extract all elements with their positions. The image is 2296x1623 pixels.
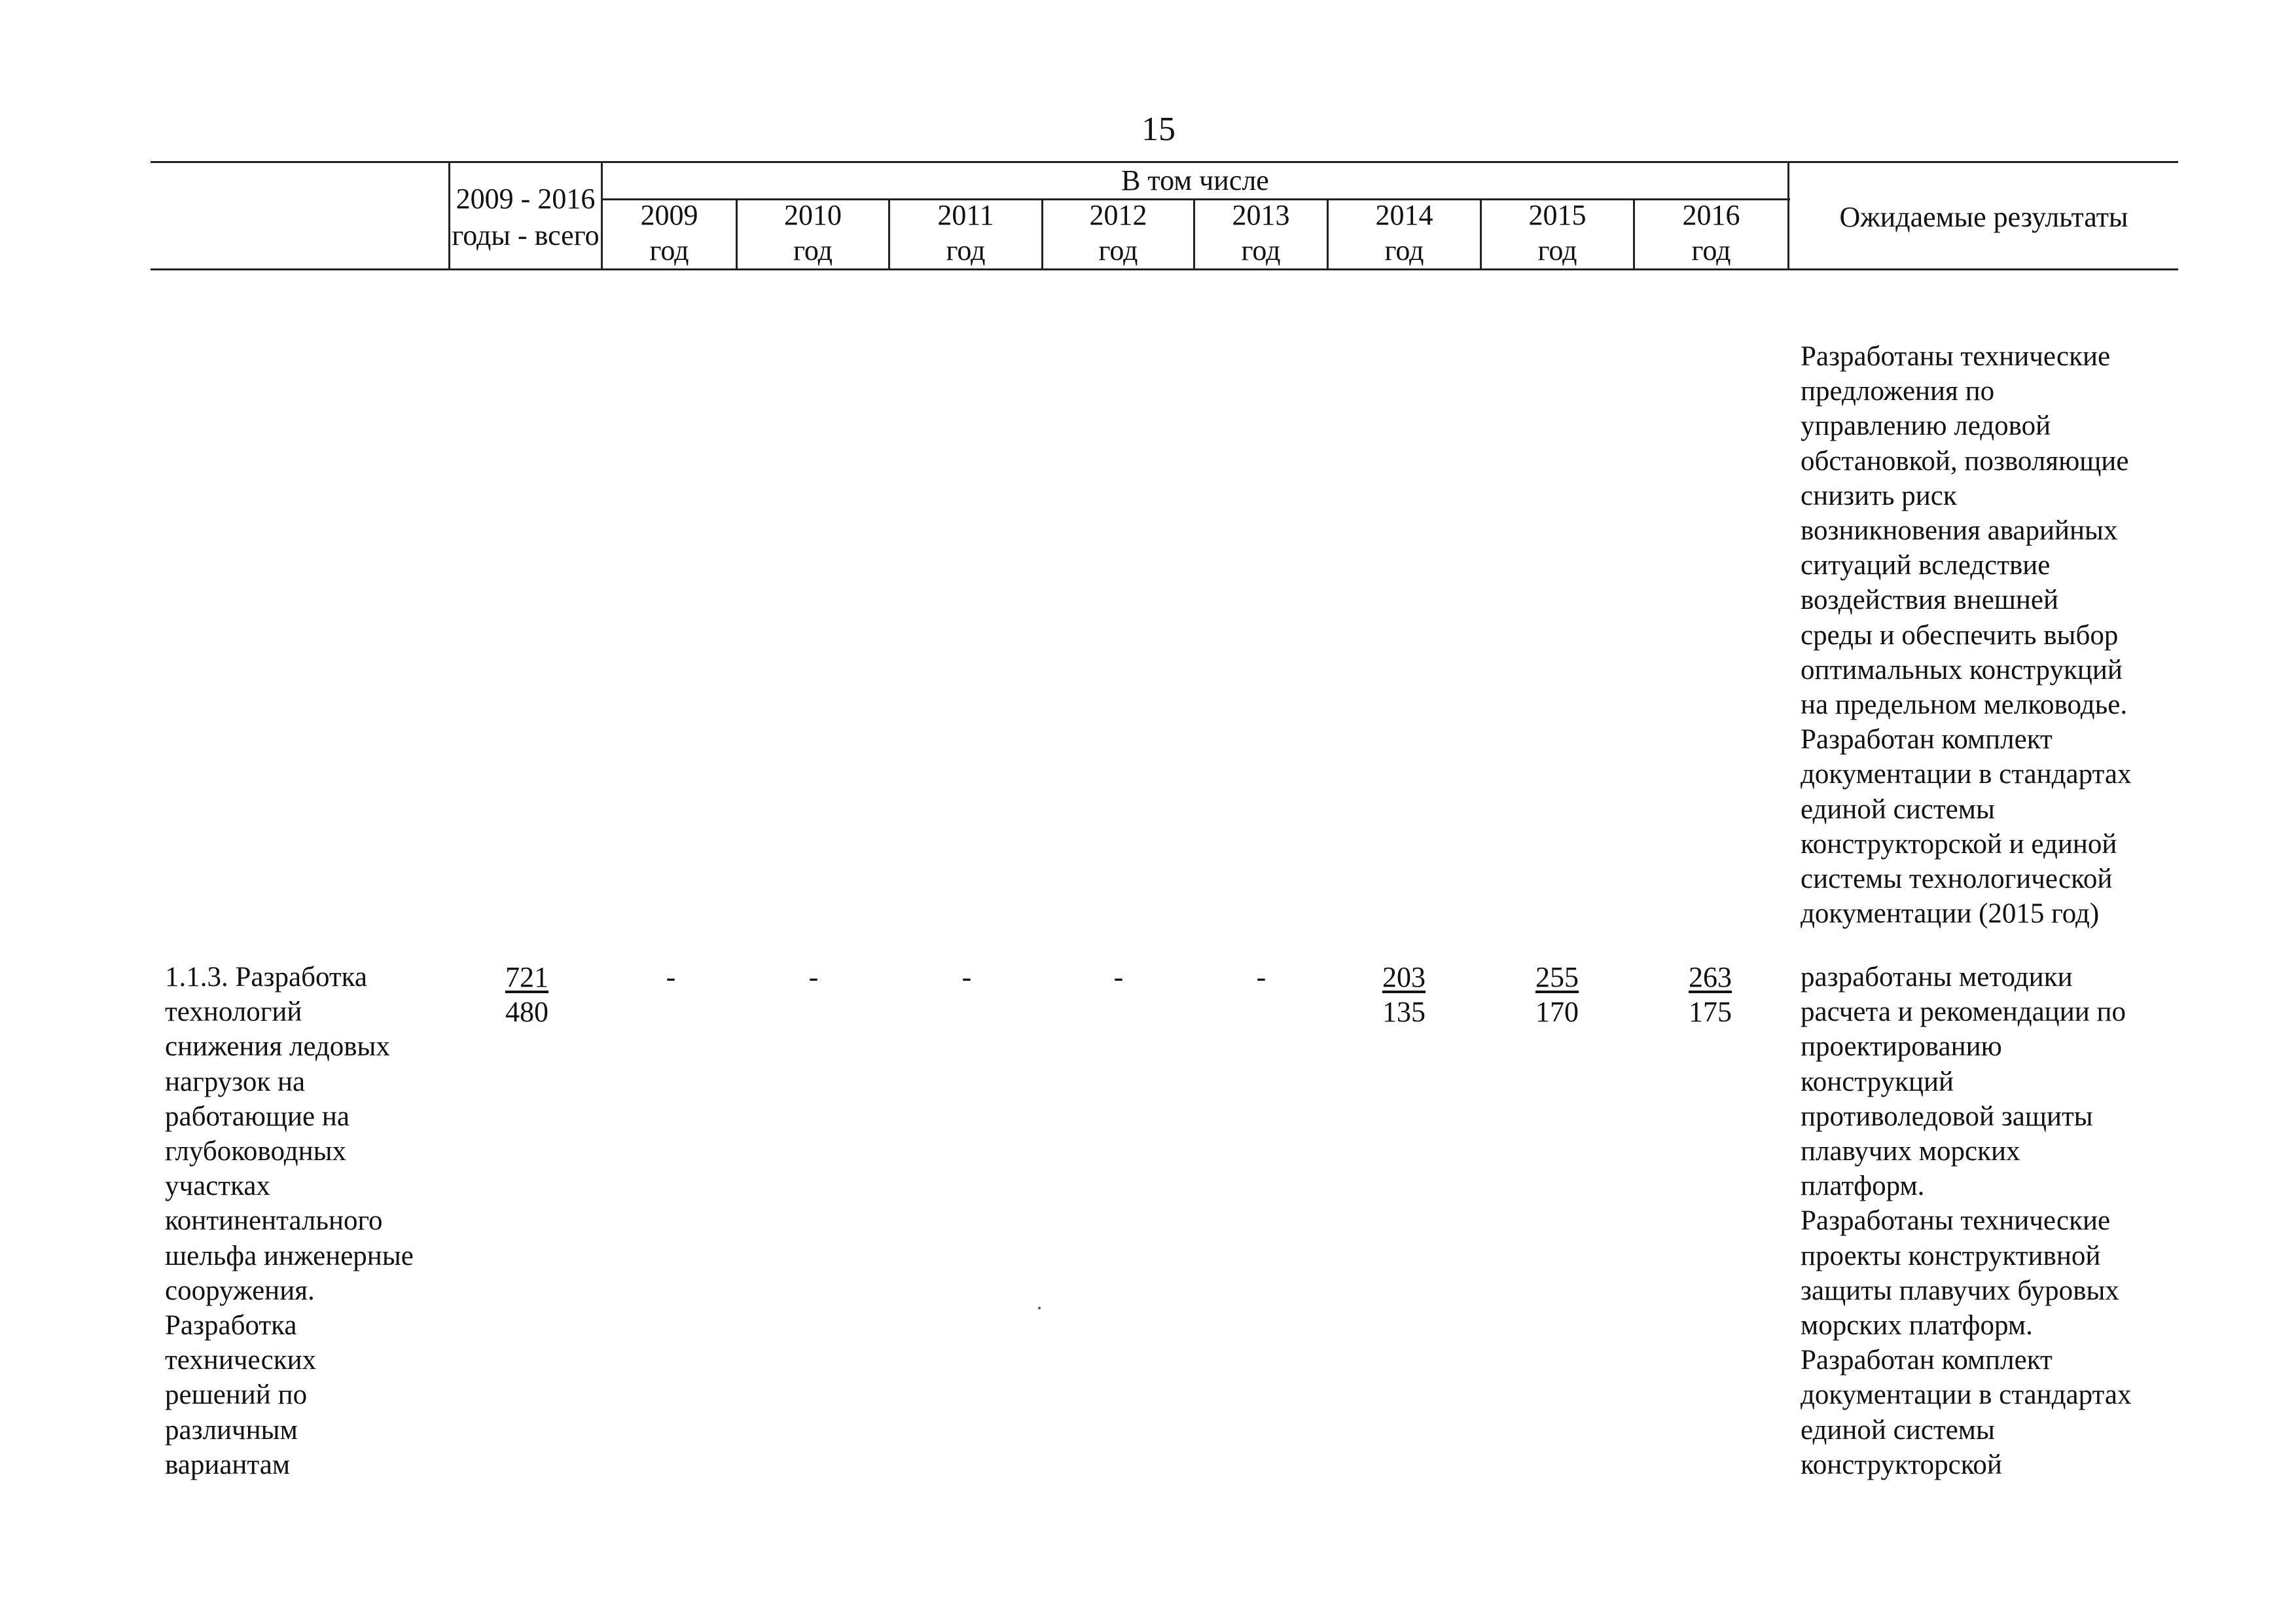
row-1-1-3-results: разработаны методики расчета и рекомендации по проектированию конструкций противоледовой защиты плавучих морских платформ. Разработаны технические проекты конструктивной защиты плавучих буровых морских платформ. Разработан комплект документации в стандартах единой системы конструкторской (1801, 962, 2132, 1480)
year-unit: год (1098, 234, 1138, 266)
total-value-top: 721 (505, 961, 548, 993)
year-label: 2015 (1528, 199, 1587, 231)
row-1-1-3-2011: - (961, 961, 972, 993)
header-results-label: Ожидаемые результаты (1839, 201, 2128, 233)
row-1-1-3-2014 (1361, 960, 1446, 1029)
year-unit: год (1691, 234, 1731, 266)
header-top-rule (151, 161, 2178, 163)
year-unit: год (1537, 234, 1577, 266)
row-1-1-3-2016 (1668, 960, 1753, 1029)
total-value-bottom: 480 (505, 996, 548, 1028)
header-year-2016 (1635, 198, 1787, 270)
continued-results-text: Разработаны технические предложения по управлению ледовой обстановкой, позволяющие снизить риск возникновения аварийных ситуаций вследствие воздействия внешней среды и обеспечить выбор оптимальных конструкций на предельном мелководье. Разработан комплект документации в стандартах единой системы конструкторской и единой системы технологической документации (2015 год) (1801, 341, 2132, 930)
header-year-2012 (1043, 198, 1193, 270)
row-1-1-3-2012: - (1113, 961, 1124, 993)
year-label: 2011 (937, 199, 994, 231)
value-2014-top: 203 (1382, 961, 1426, 993)
row-1-1-3-2013: - (1256, 961, 1266, 993)
year-unit: год (1241, 234, 1281, 266)
row-1-1-3-name: 1.1.3. Разработка технологий снижения ледовых нагрузок на работающие на глубоководных участках континентального шельфа инженерные сооружения. Разработка технических решений по различным вариантам (165, 962, 414, 1480)
year-label: 2016 (1682, 199, 1740, 231)
row-1-1-3-total (484, 960, 569, 1029)
header-year-2013 (1195, 198, 1327, 270)
header-year-2015 (1482, 198, 1633, 270)
year-unit: год (649, 234, 689, 266)
header-year-2011 (890, 198, 1041, 270)
row-1-1-3-2010: - (808, 961, 819, 993)
row-1-1-3-2009: - (666, 961, 676, 993)
row-1-1-3-2015 (1515, 960, 1600, 1029)
header-year-2009 (603, 198, 736, 270)
value-2014-bottom: 135 (1382, 996, 1426, 1028)
year-label: 2010 (784, 199, 842, 231)
year-label: 2012 (1089, 199, 1147, 231)
year-label: 2014 (1375, 199, 1433, 231)
value-2016-top: 263 (1689, 961, 1732, 993)
header-year-2014 (1329, 198, 1480, 270)
year-unit: год (793, 234, 833, 266)
scan-speck (1038, 1307, 1041, 1309)
value-2015-bottom: 170 (1535, 996, 1579, 1028)
header-year-2010 (738, 198, 888, 270)
year-unit: год (1384, 234, 1424, 266)
header-group-label: В том числе (1121, 164, 1269, 196)
year-label: 2009 (640, 199, 698, 231)
year-label: 2013 (1232, 199, 1290, 231)
year-unit: год (946, 234, 986, 266)
value-2015-top: 255 (1535, 961, 1579, 993)
value-2016-bottom: 175 (1689, 996, 1732, 1028)
page-number: 15 (1141, 111, 1175, 148)
header-total-label: 2009 - 2016 годы - всего (452, 183, 600, 251)
